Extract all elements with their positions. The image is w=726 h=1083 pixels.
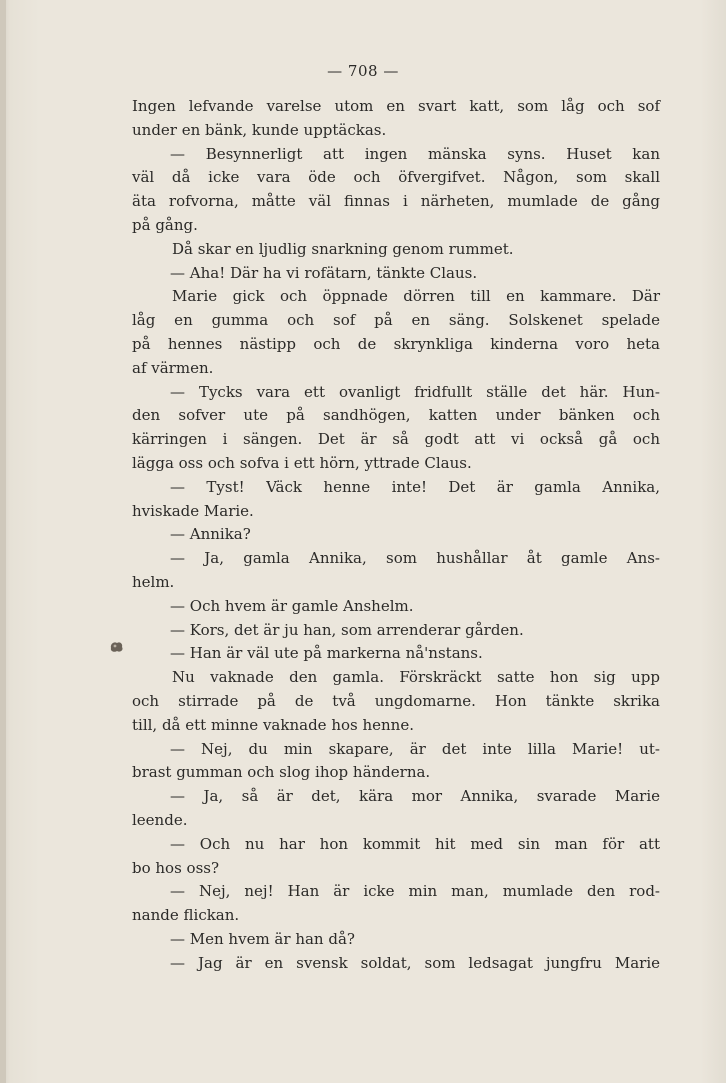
- text-line: — Tycks vara ett ovanligt fridfullt ställe det här. Hun-: [170, 382, 660, 401]
- page-gutter: [0, 0, 6, 1083]
- text-line: väl då icke vara öde och öfvergifvet. Någon, som skall: [132, 168, 660, 187]
- page-number: — 708 —: [327, 62, 399, 80]
- text-line: på gång.: [132, 215, 198, 234]
- text-line: — Aha! Där ha vi rofätarn, tänkte Claus.: [170, 263, 478, 282]
- text-line: — Men hvem är han då?: [170, 929, 355, 948]
- text-line: — Han är väl ute på markerna nå'nstans.: [170, 644, 483, 663]
- text-line: under en bänk, kunde upptäckas.: [132, 120, 387, 139]
- text-line: på hennes nästipp och de skrynkliga kinderna voro heta: [132, 334, 660, 353]
- text-line: af värmen.: [132, 358, 214, 377]
- text-line: låg en gumma och sof på en säng. Solskenet spelade: [132, 311, 660, 330]
- text-line: — Och nu har hon kommit hit med sin man för att: [170, 834, 660, 853]
- text-line: — Annika?: [170, 525, 251, 544]
- text-line: helm.: [132, 572, 175, 591]
- text-line: nande flickan.: [132, 906, 240, 925]
- text-line: kärringen i sängen. Det är så godt att vi också gå och: [132, 430, 660, 449]
- text-line: leende.: [132, 810, 188, 829]
- ink-blot-icon: [108, 638, 126, 656]
- text-line: bo hos oss?: [132, 858, 220, 877]
- text-line: till, då ett minne vaknade hos henne.: [132, 715, 414, 734]
- text-line: brast gumman och slog ihop händerna.: [132, 763, 431, 782]
- text-line: — Nej, nej! Han är icke min man, mumlade den rod-: [170, 882, 660, 901]
- text-line: — Ja, gamla Annika, som hushållar åt gamle Ans-: [170, 549, 660, 568]
- text-line: Nu vaknade den gamla. Förskräckt satte hon sig upp: [172, 668, 660, 687]
- text-line: lägga oss och sofva i ett hörn, yttrade Claus.: [132, 453, 472, 472]
- text-line: och stirrade på de två ungdomarne. Hon tänkte skrika: [132, 691, 660, 710]
- text-line: Ingen lefvande varelse utom en svart katt, som låg och sof: [132, 97, 660, 115]
- text-line: — Nej, du min skapare, är det inte lilla Marie! ut-: [170, 739, 660, 758]
- text-line: Marie gick och öppnade dörren till en kammare. Där: [172, 287, 660, 306]
- text-line: — Besynnerligt att ingen mänska syns. Huset kan: [170, 144, 660, 163]
- text-line: — Jag är en svensk soldat, som ledsagat jungfru Marie: [170, 953, 660, 972]
- text-line: hviskade Marie.: [132, 501, 254, 520]
- text-line: Då skar en ljudlig snarkning genom rummet.: [172, 239, 514, 258]
- body-text: [132, 95, 660, 975]
- text-line: — Tyst! Väck henne inte! Det är gamla Annika,: [170, 477, 660, 496]
- text-line: äta rofvorna, måtte väl finnas i närheten, mumlade de gång: [132, 192, 660, 211]
- text-line: — Kors, det är ju han, som arrenderar gården.: [170, 620, 524, 639]
- text-line: den sofver ute på sandhögen, katten under bänken och: [132, 406, 660, 425]
- text-line: — Och hvem är gamle Anshelm.: [170, 596, 414, 615]
- text-line: — Ja, så är det, kära mor Annika, svarade Marie: [170, 787, 660, 806]
